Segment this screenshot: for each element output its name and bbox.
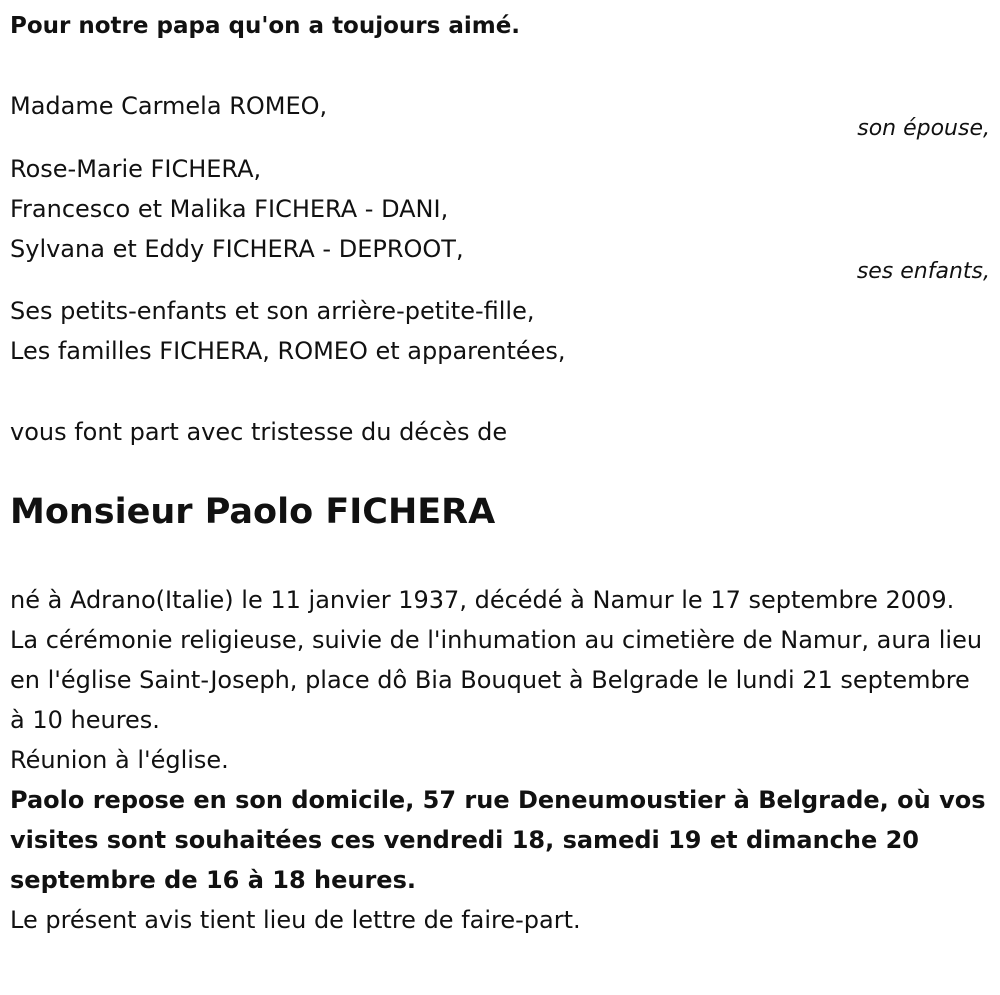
deceased-name: Monsieur Paolo FICHERA: [10, 492, 496, 532]
spouse-block: [10, 86, 990, 141]
birth-death-text: né à Adrano(Italie) le 11 janvier 1937, décédé à Namur le 17 septembre 2009.: [10, 586, 955, 614]
ceremony-text: La cérémonie religieuse, suivie de l'inhumation au cimetière de Namur, aura lieu en l'église Saint-Joseph, place dô Bia Bouquet à Belgrade le lundi 21 septembre à 10 heures.: [10, 626, 983, 734]
announcement-text: vous font part avec tristesse du décès de: [10, 418, 508, 446]
child-name: Sylvana et Eddy FICHERA - DEPROOT,: [10, 235, 464, 263]
visits-text: Paolo repose en son domicile, 57 rue Deneumoustier à Belgrade, où vos visites sont souhaitées ces vendredi 18, samedi 19 et dimanche 20 septembre de 16 à 18 heures.: [10, 786, 986, 894]
spouse-role: son épouse,: [857, 116, 990, 141]
child-name: Francesco et Malika FICHERA - DANI,: [10, 195, 449, 223]
children-block: [10, 149, 990, 284]
notice-text: Le présent avis tient lieu de lettre de faire-part.: [10, 906, 581, 934]
details: [10, 580, 990, 940]
spouse-name: Madame Carmela ROMEO,: [10, 92, 328, 120]
family-block: [10, 291, 990, 371]
dedication: Pour notre papa qu'on a toujours aimé.: [10, 13, 521, 39]
child-name: Rose-Marie FICHERA,: [10, 155, 262, 183]
family-line: Ses petits-enfants et son arrière-petite-fille,: [10, 297, 535, 325]
family-line: Les familles FICHERA, ROMEO et apparentées,: [10, 337, 566, 365]
children-role: ses enfants,: [856, 259, 990, 284]
reunion-text: Réunion à l'église.: [10, 746, 229, 774]
announcement: [10, 412, 990, 452]
